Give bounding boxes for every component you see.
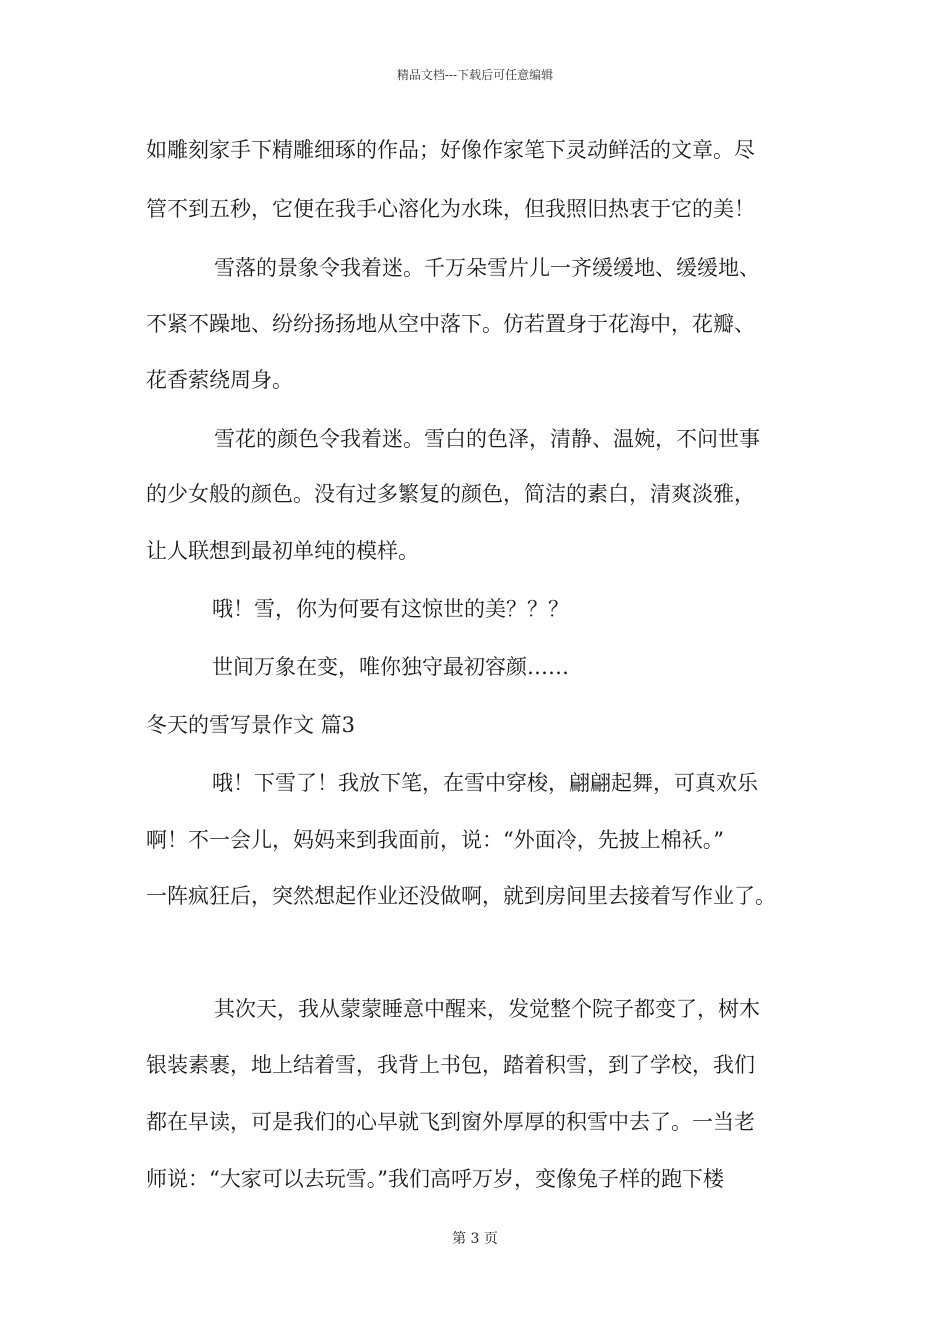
body-line: 让人联想到最初单纯的模样。 xyxy=(146,539,419,563)
body-line: 如雕刻家手下精雕细琢的作品；好像作家笔下灵动鲜活的文章。尽 xyxy=(146,138,755,162)
body-line: 其次天，我从蒙蒙睡意中醒来，发觉整个院子都变了，树木 xyxy=(214,997,760,1021)
body-line: 世间万象在变，唯你独守最初容颜…… xyxy=(212,655,569,679)
body-line: 不紧不躁地、纷纷扬扬地从空中落下。仿若置身于花海中，花瓣、 xyxy=(146,312,755,336)
body-line: 哦！下雪了！我放下笔，在雪中穿梭，翩翩起舞，可真欢乐 xyxy=(212,771,758,795)
body-line: 哦！雪，你为何要有这惊世的美？？？ xyxy=(212,597,569,621)
body-line: 雪落的景象令我着迷。千万朵雪片儿一齐缓缓地、缓缓地、 xyxy=(214,256,760,280)
body-line: 雪花的颜色令我着迷。雪白的色泽，清静、温婉，不问世事 xyxy=(214,427,760,451)
page-number: 第 3 页 xyxy=(452,1231,498,1247)
body-line: 师说：“大家可以去玩雪。”我们高呼万岁，变像兔子样的跑下楼 xyxy=(146,1167,724,1191)
body-line: 花香萦绕周身。 xyxy=(146,368,293,392)
body-line: 啊！不一会儿，妈妈来到我面前，说：“外面冷，先披上棉袄。” xyxy=(146,828,724,852)
page-header: 精品文档---下载后可任意编辑 xyxy=(396,68,554,82)
section-heading: 冬天的雪写景作文 篇3 xyxy=(146,713,356,737)
body-line: 的少女般的颜色。没有过多繁复的颜色，简洁的素白，清爽淡雅， xyxy=(146,482,755,506)
body-line: 银装素裹，地上结着雪，我背上书包，踏着积雪，到了学校，我们 xyxy=(146,1053,755,1077)
body-line: 一阵疯狂后，突然想起作业还没做啊，就到房间里去接着写作业了。 xyxy=(146,884,776,908)
body-line: 都在早读，可是我们的心早就飞到窗外厚厚的积雪中去了。一当老 xyxy=(146,1110,755,1134)
body-line: 管不到五秒，它便在我手心溶化为水珠，但我照旧热衷于它的美！ xyxy=(146,197,755,221)
